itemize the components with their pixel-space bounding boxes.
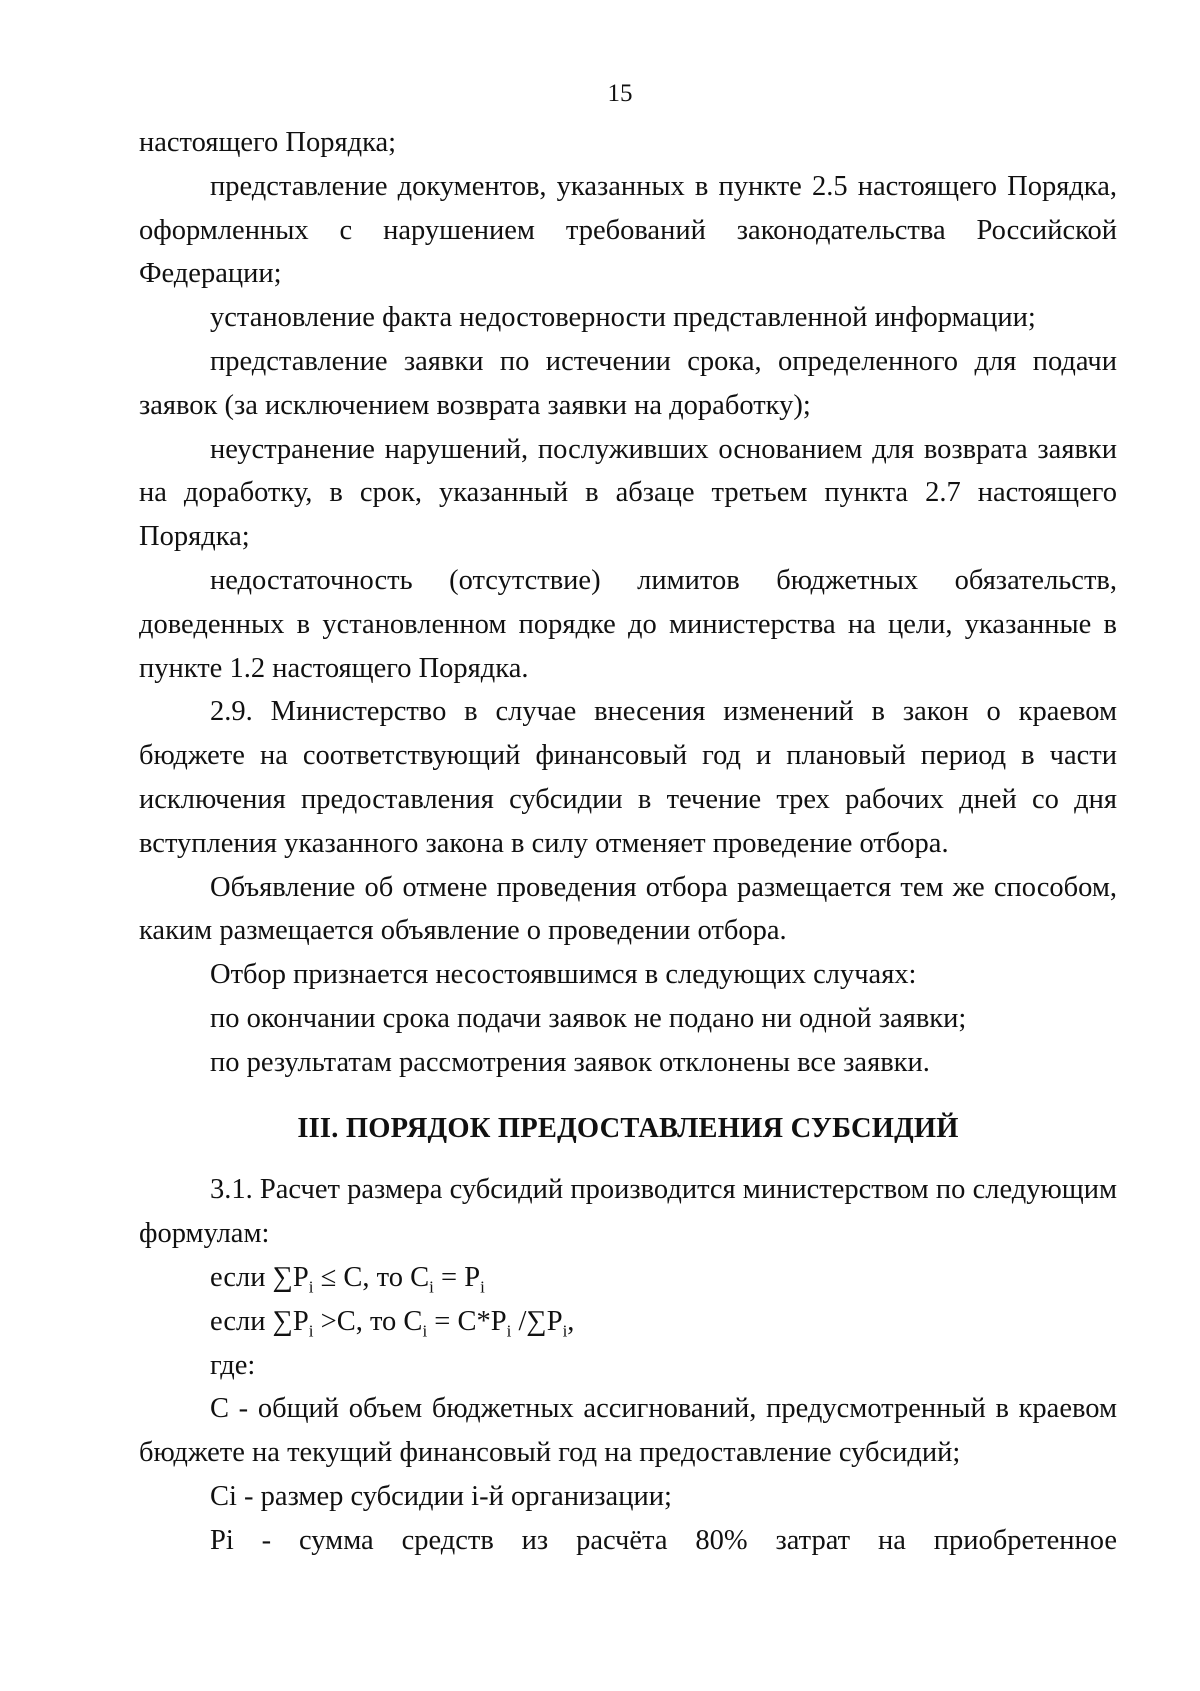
formula-1 <box>139 1256 1117 1300</box>
formula-2-sub-3: i <box>506 1321 512 1341</box>
paragraph-7: 2.9. Министерство в случае внесения изменений в закон о краевом бюджете на соответствующий финансовый год и плановый период в части исключения предоставления субсидии в течение трех рабочих дней со дня вступления указанного закона в силу отменяет проведение отбора. <box>139 696 1117 859</box>
formula-2-end: , <box>567 1305 575 1337</box>
formula-1-mid: ≤ C, то C <box>313 1261 430 1293</box>
paragraph-3: установление факта недостоверности представленной информации; <box>210 302 1036 334</box>
paragraph-4: представление заявки по истечении срока, определенного для подачи заявок (за исключением возврата заявки на доработку); <box>139 345 1117 421</box>
formula-2-sub-4: i <box>562 1321 568 1341</box>
formula-1-eq: = P <box>433 1261 481 1293</box>
page-number: 15 <box>607 80 633 107</box>
paragraph-5: неустранение нарушений, послуживших основанием для возврата заявки на доработку, в срок, указанный в абзаце третьем пункта 2.7 настоящего Порядка; <box>139 433 1117 553</box>
document-body <box>139 121 1117 1563</box>
formula-2-eq: = C*P <box>427 1305 507 1337</box>
paragraph-1: настоящего Порядка; <box>139 127 397 158</box>
section-paragraph-3-1: 3.1. Расчет размера субсидий производится министерством по следующим формулам: <box>139 1174 1117 1250</box>
formula-1-sub-3: i <box>480 1277 485 1297</box>
paragraph-8: Объявление об отмене проведения отбора размещается тем же способом, каким размещается объявление о проведении отбора. <box>139 871 1117 947</box>
where-label: где: <box>210 1349 256 1381</box>
formula-1-sub-1: i <box>308 1277 314 1297</box>
formula-2-prefix: если ∑P <box>210 1305 309 1337</box>
definition-pi: Pi - сумма средств из расчёта 80% затрат на приобретенное <box>210 1524 1117 1556</box>
formula-1-prefix: если ∑P <box>210 1261 309 1293</box>
formula-2-sub-1: i <box>308 1321 314 1341</box>
formula-2-div: /∑P <box>511 1305 563 1337</box>
paragraph-2: представление документов, указанных в пункте 2.5 настоящего Порядка, оформленных с нарушением требований законодательства Российской Федерации; <box>139 170 1117 290</box>
definition-c: C - общий объем бюджетных ассигнований, предусмотренный в краевом бюджете на текущий финансовый год на предоставление субсидий; <box>139 1393 1117 1469</box>
paragraph-11: по результатам рассмотрения заявок отклонены все заявки. <box>210 1046 930 1078</box>
formula-2 <box>139 1300 1117 1344</box>
section-heading: III. ПОРЯДОК ПРЕДОСТАВЛЕНИЯ СУБСИДИЙ <box>297 1112 959 1144</box>
paragraph-10: по окончании срока подачи заявок не подано ни одной заявки; <box>210 1002 967 1034</box>
formula-1-sub-2: i <box>429 1277 434 1297</box>
paragraph-9: Отбор признается несостоявшимся в следующих случаях: <box>210 959 917 991</box>
formula-2-sub-2: i <box>422 1321 428 1341</box>
definition-ci: Ci - размер субсидии i-й организации; <box>210 1480 672 1512</box>
paragraph-6: недостаточность (отсутствие) лимитов бюджетных обязательств, доведенных в установленном порядке до министерства на цели, указанные в пункте 1.2 настоящего Порядка. <box>139 564 1117 684</box>
formula-2-mid: >C, то C <box>313 1305 423 1337</box>
